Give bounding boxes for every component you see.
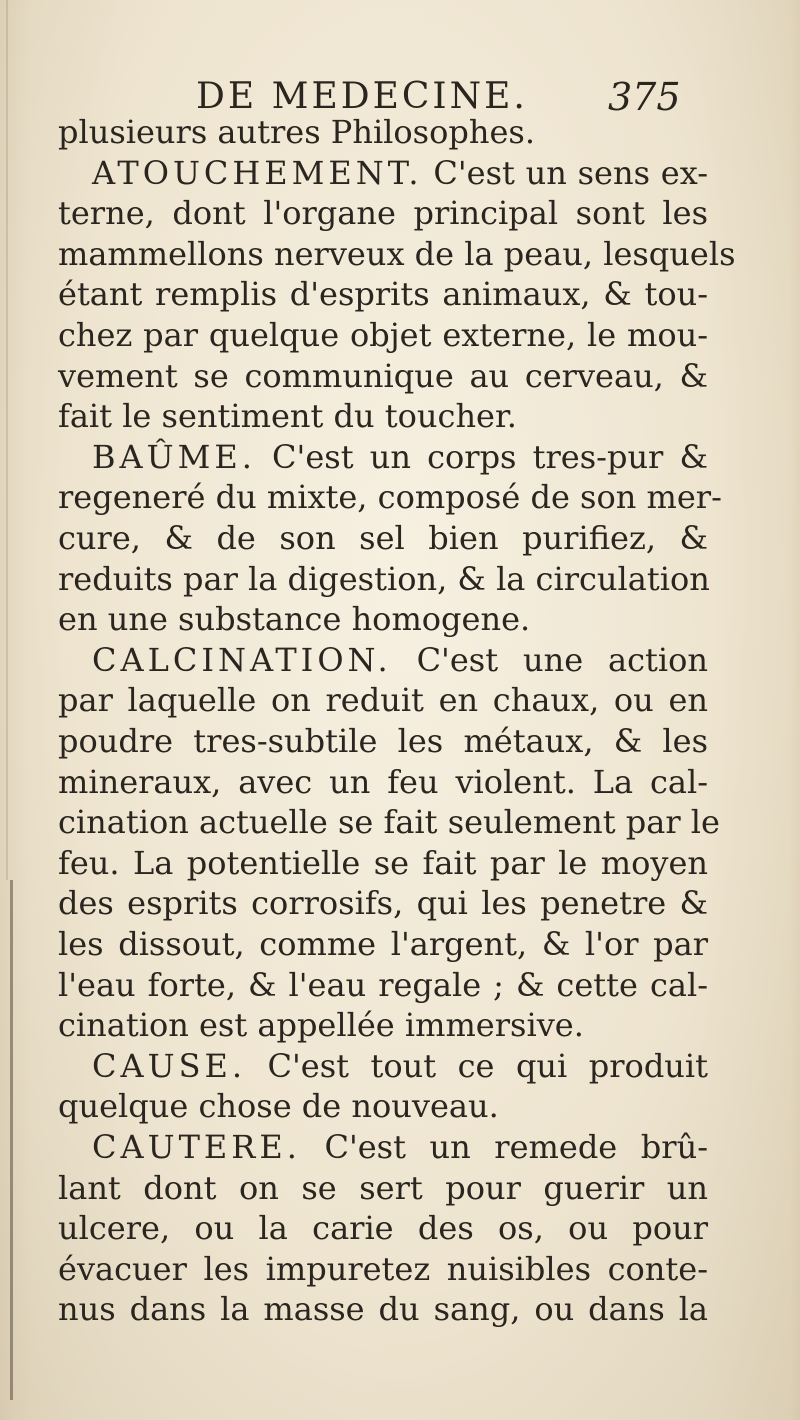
line-text: plusieurs autres Philosophes.	[58, 113, 535, 151]
line-text: poudre tres-subtile les métaux, & les	[58, 722, 708, 760]
line-text: en une substance homogene.	[58, 600, 531, 639]
text-line	[58, 559, 708, 599]
text-line	[58, 518, 708, 558]
line-text: regeneré du mixte, composé de son mer-	[58, 478, 722, 517]
text-line	[58, 193, 708, 233]
text-line	[58, 965, 708, 1005]
text-line	[58, 924, 708, 964]
page-edge-shadow	[6, 0, 8, 880]
line-text: vement se communique au cerveau, &	[58, 356, 708, 395]
line-text: C'est tout ce qui produit	[246, 1046, 708, 1085]
line-text: C'est une action	[391, 640, 708, 679]
line-text: mineraux, avec un feu violent. La cal-	[58, 762, 708, 801]
entry-first-line	[92, 153, 708, 193]
line-text: C'est un sens ex-	[422, 153, 708, 192]
line-text: des esprits corrosifs, qui les penetre &	[58, 884, 708, 923]
entry-first-line	[92, 1127, 708, 1167]
line-text: par laquelle on reduit en chaux, ou en	[58, 681, 708, 720]
text-line	[58, 721, 708, 761]
text-line	[58, 1289, 708, 1329]
line-text: terne, dont l'organe principal sont les	[58, 194, 708, 233]
text-line	[58, 477, 722, 517]
text-line	[58, 802, 720, 842]
entry-keyword: CAUSE.	[92, 1046, 247, 1085]
line-text: cination est appellée immersive.	[58, 1006, 584, 1045]
text-line	[58, 1086, 708, 1126]
entry-keyword: CALCINATION.	[92, 640, 392, 679]
text-line	[58, 883, 708, 923]
line-text: fait le sentiment du toucher.	[58, 397, 517, 436]
line-text: ulcere, ou la carie des os, ou pour	[58, 1209, 708, 1248]
line-text: quelque chose de nouveau.	[58, 1087, 499, 1126]
text-line	[58, 112, 708, 152]
text-line	[58, 843, 708, 883]
line-text: étant remplis d'esprits animaux, & tou-	[58, 275, 708, 314]
line-text: lant dont on se sert pour guerir un	[58, 1168, 708, 1207]
line-text: reduits par la digestion, & la circulation	[58, 559, 710, 598]
text-line	[58, 762, 708, 802]
line-text: nus dans la masse du sang, ou dans la	[58, 1290, 708, 1329]
text-line	[58, 356, 708, 396]
text-line	[58, 274, 708, 314]
page-number: 375	[608, 75, 681, 119]
text-line	[58, 396, 708, 436]
text-line	[58, 599, 708, 639]
line-text: cination actuelle se fait seulement par le	[58, 803, 720, 842]
entry-keyword: CAUTERE.	[92, 1128, 301, 1166]
text-line	[58, 680, 708, 720]
text-line	[58, 1168, 708, 1208]
line-text: C'est un corps tres-pur &	[255, 437, 708, 476]
text-line	[58, 1208, 708, 1248]
line-text: mammellons nerveux de la peau, lesquels	[58, 234, 736, 273]
text-line	[58, 1249, 708, 1289]
entry-first-line	[92, 640, 708, 680]
line-text: l'eau forte, & l'eau regale ; & cette cal-	[58, 965, 708, 1004]
line-text: chez par quelque objet externe, le mou-	[58, 316, 708, 354]
line-text: les dissout, comme l'argent, & l'or par	[58, 925, 708, 963]
line-text: feu. La potentielle se fait par le moyen	[58, 843, 708, 882]
entry-keyword: ATOUCHEMENT.	[92, 153, 423, 192]
text-line	[58, 234, 736, 274]
binding-gutter	[10, 880, 13, 1400]
running-head: DE MEDECINE.	[196, 76, 528, 117]
entry-first-line	[92, 437, 708, 477]
text-line	[58, 1005, 708, 1045]
entry-keyword: BAÛME.	[92, 437, 256, 476]
text-line	[58, 315, 708, 355]
line-text: cure, & de son sel bien purifiez, &	[58, 519, 708, 557]
line-text: évacuer les impuretez nuisibles conte-	[58, 1249, 708, 1288]
entry-first-line	[92, 1046, 708, 1086]
line-text: C'est un remede brû-	[300, 1128, 708, 1166]
